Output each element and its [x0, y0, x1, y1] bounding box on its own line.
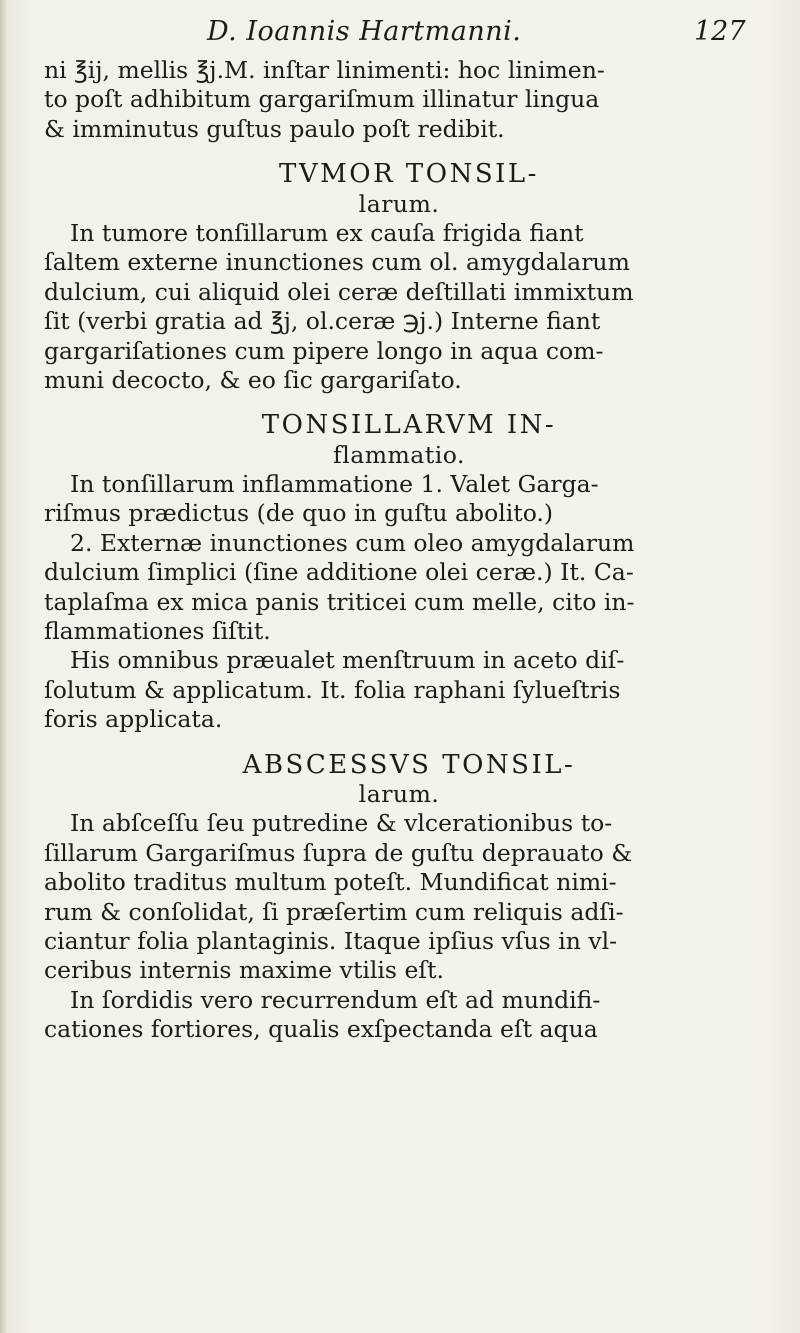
text-line: ceribus internis maxime vtilis eſt.: [44, 956, 444, 985]
text-line: dulcium, cui aliquid olei ceræ deſtillati immixtum: [44, 277, 634, 306]
text-line: 2. Externæ inunctiones cum oleo amygdalarum: [70, 528, 635, 557]
text-line: ni ℥ij, mellis ℥j.M. inſtar linimenti: hoc linimen-: [44, 56, 605, 84]
text-line: muni decocto, & eo ſic gargariſato.: [44, 365, 462, 394]
section-heading: TONSILLARVM IN-: [261, 411, 557, 441]
text-line: rum & conſolidat, ſi præſertim cum reliquis adſi-: [44, 897, 624, 926]
text-line: In tonſillarum inflammatione 1. Valet Garga-: [70, 470, 599, 499]
text-line: ſillarum Gargariſmus ſupra de guſtu deprauato &: [44, 838, 633, 867]
section-heading: TVMOR TONSIL-: [279, 160, 539, 190]
text-line: foris applicata.: [44, 705, 223, 734]
section-gap: [44, 144, 754, 160]
text-line: In abſceſſu ſeu putredine & vlcerationibus to-: [70, 809, 613, 838]
text-line: His omnibus præualet menſtruum in aceto diſ-: [70, 646, 625, 675]
section-heading: ABSCESSVS TONSIL-: [242, 750, 576, 780]
text-line: ſolutum & applicatum. It. folia raphani ſylueſtris: [44, 675, 621, 704]
body-text: [44, 56, 754, 1045]
text-line: dulcium ſimplici (ſine additione olei ceræ.) It. Ca-: [44, 558, 634, 587]
page-header: [0, 12, 800, 52]
section-subheading: larum.: [358, 779, 440, 808]
text-line: ciantur folia plantaginis. Itaque ipſius vſus in vl-: [44, 926, 618, 955]
text-line: abolito traditus multum poteſt. Mundificat nimi-: [44, 868, 617, 897]
page-number: 127: [694, 16, 746, 47]
section-subheading: larum.: [358, 189, 440, 218]
text-line: cationes fortiores, qualis exſpectanda eſt aqua: [44, 1015, 598, 1044]
text-line: ſaltem externe inunctiones cum ol. amygdalarum: [44, 248, 630, 277]
text-line: to poſt adhibitum gargariſmum illinatur lingua: [44, 85, 600, 114]
text-line: taplaſma ex mica panis triticei cum melle, cito in-: [44, 587, 635, 616]
section-gap: [44, 395, 754, 411]
section-subheading: flammatio.: [333, 440, 465, 469]
section-gap: [44, 735, 754, 751]
text-line: ſit (verbi gratia ad ℥j, ol.ceræ ℈j.) Interne fiant: [44, 307, 601, 336]
text-line: riſmus prædictus (de quo in guſtu abolito.): [44, 499, 554, 528]
text-line: flammationes ſiſtit.: [44, 617, 271, 646]
text-line: In ſordidis vero recurrendum eſt ad mundifi-: [70, 985, 601, 1014]
running-head: D. Ioannis Hartmanni.: [207, 16, 522, 47]
page-edge-shadow: [0, 0, 7, 1333]
text-line: & imminutus guſtus paulo poſt redibit.: [44, 114, 505, 143]
text-line: gargariſationes cum pipere longo in aqua com-: [44, 336, 604, 365]
text-line: In tumore tonſillarum ex cauſa frigida fiant: [70, 218, 584, 247]
